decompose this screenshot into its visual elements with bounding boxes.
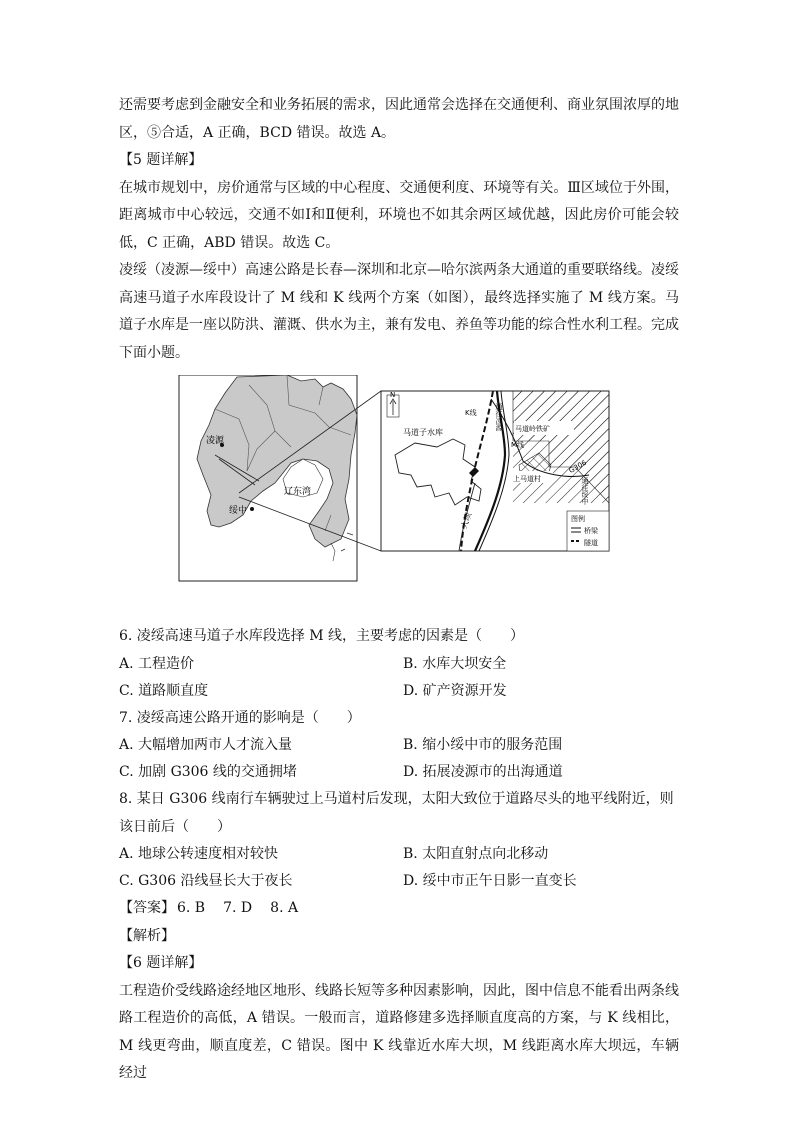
label-m-line: M线 xyxy=(511,441,525,449)
q7-option-d: D. 拓展凌源市的出海通道 xyxy=(403,764,563,780)
overview-map xyxy=(179,375,357,581)
analysis-paragraph-1: 工程造价受线路途经地区地形、线路长短等多种因素影响，因此，图中信息不能看出两条线路工程造价的高低，A 错误。一般而言，道路修建多选择顺直度高的方案，与 K 线相比，M 线更弯曲，顺直度差，C 错误。图中 K 线靠近水库大坝，M 线距离水库大坝远，车辆经过 xyxy=(119,982,679,1081)
q8-option-c: C. G306 沿线昼长大于夜长 xyxy=(119,873,293,889)
answer-7: 7. D xyxy=(223,900,253,916)
label-k-line: K线 xyxy=(465,409,477,417)
label-g306: G306 xyxy=(567,458,588,475)
intro-paragraph-2: 在城市规划中，房价通常与区域的中心程度、交通便利度、环境等有关。Ⅲ区域位于外围，距离城市中心较远，交通不如Ⅰ和Ⅱ便利，环境也不如其余两区域优越，因此房价可能会较低，C 正确，ABD 错误。故选 C。 xyxy=(119,179,679,251)
question-8-stem: 8. 某日 G306 线南行车辆驶过上马道村后发现，太阳大致位于道路尽头的地平线附近，则该日前后（ ） xyxy=(119,791,674,835)
label-suizhong: 绥中 xyxy=(229,506,248,516)
label-village: 上马道村 xyxy=(513,475,541,483)
detail-map xyxy=(381,391,609,551)
label-iron-mine: 马道岭铁矿 xyxy=(515,425,550,433)
legend-tunnel: 隧道 xyxy=(584,539,598,547)
suizhong-point xyxy=(250,507,254,511)
answers-line xyxy=(119,895,679,923)
answers-label: 【答案】 xyxy=(119,900,175,916)
q6-option-c: C. 道路顺直度 xyxy=(119,682,209,699)
answer-6: 6. B xyxy=(177,900,206,916)
q8-option-b: B. 太阳直射点向北移动 xyxy=(403,846,549,862)
question-6-stem: 6. 凌绥高速马道子水库段选择 M 线，主要考虑的因素是（ ） xyxy=(119,628,525,644)
q5-heading: 【5 题详解】 xyxy=(119,152,203,168)
map-svg xyxy=(119,375,679,613)
q6-option-a: A. 工程造价 xyxy=(119,655,195,672)
q7-option-c: C. 加剧 G306 线的交通拥堵 xyxy=(119,764,297,780)
analysis-label: 【解析】 xyxy=(119,927,175,944)
north-label: N xyxy=(390,391,396,399)
question-6-options xyxy=(119,651,679,705)
legend-bridge: 桥梁 xyxy=(584,527,598,535)
question-8-options xyxy=(119,841,679,895)
label-reservoir: 马道子水库 xyxy=(403,428,443,437)
label-to-suizhong: 通往绥中 xyxy=(581,477,589,505)
q6-heading: 【6 题详解】 xyxy=(119,955,203,971)
page-content xyxy=(119,92,679,1088)
q6-option-b: B. 水库大坝安全 xyxy=(403,655,507,672)
intro-paragraph-3: 凌绥（凌源—绥中）高速公路是长春—深圳和北京—哈尔滨两条大通道的重要联络线。凌绥高速马道子水库段设计了 M 线和 K 线两个方案（如图），最终选择实施了 M 线方案。马道子水库是一座以防洪、灌溉、供水为主，兼有发电、养鱼等功能的综合性水利工程。完成下面小题。 xyxy=(119,262,679,361)
question-7-options xyxy=(119,732,679,786)
label-lingyuan: 凌源 xyxy=(206,436,225,446)
legend-title: 图例 xyxy=(571,515,585,523)
q7-option-a: A. 大幅增加两市人才流入量 xyxy=(119,737,293,753)
answer-8: 8. A xyxy=(270,900,299,916)
label-liaodong-bay: 辽东湾 xyxy=(284,487,312,497)
label-dam: 大坝 xyxy=(459,511,474,530)
q8-option-d: D. 绥中市正午日影一直变长 xyxy=(403,873,577,889)
map-figure xyxy=(119,375,679,613)
label-to-lingyuan: 通往凌源 xyxy=(495,403,503,431)
q8-option-a: A. 地球公转速度相对较快 xyxy=(119,846,279,862)
intro-paragraph-1: 还需要考虑到金融安全和业务拓展的需求，因此通常会选择在交通便利、商业氛围浓厚的地区，⑤合适，A 正确，BCD 错误。故选 A。 xyxy=(119,97,679,141)
q7-option-b: B. 缩小绥中市的服务范围 xyxy=(403,737,563,753)
q6-option-d: D. 矿产资源开发 xyxy=(403,682,507,699)
question-7-stem: 7. 凌绥高速公路开通的影响是（ ） xyxy=(119,709,361,726)
